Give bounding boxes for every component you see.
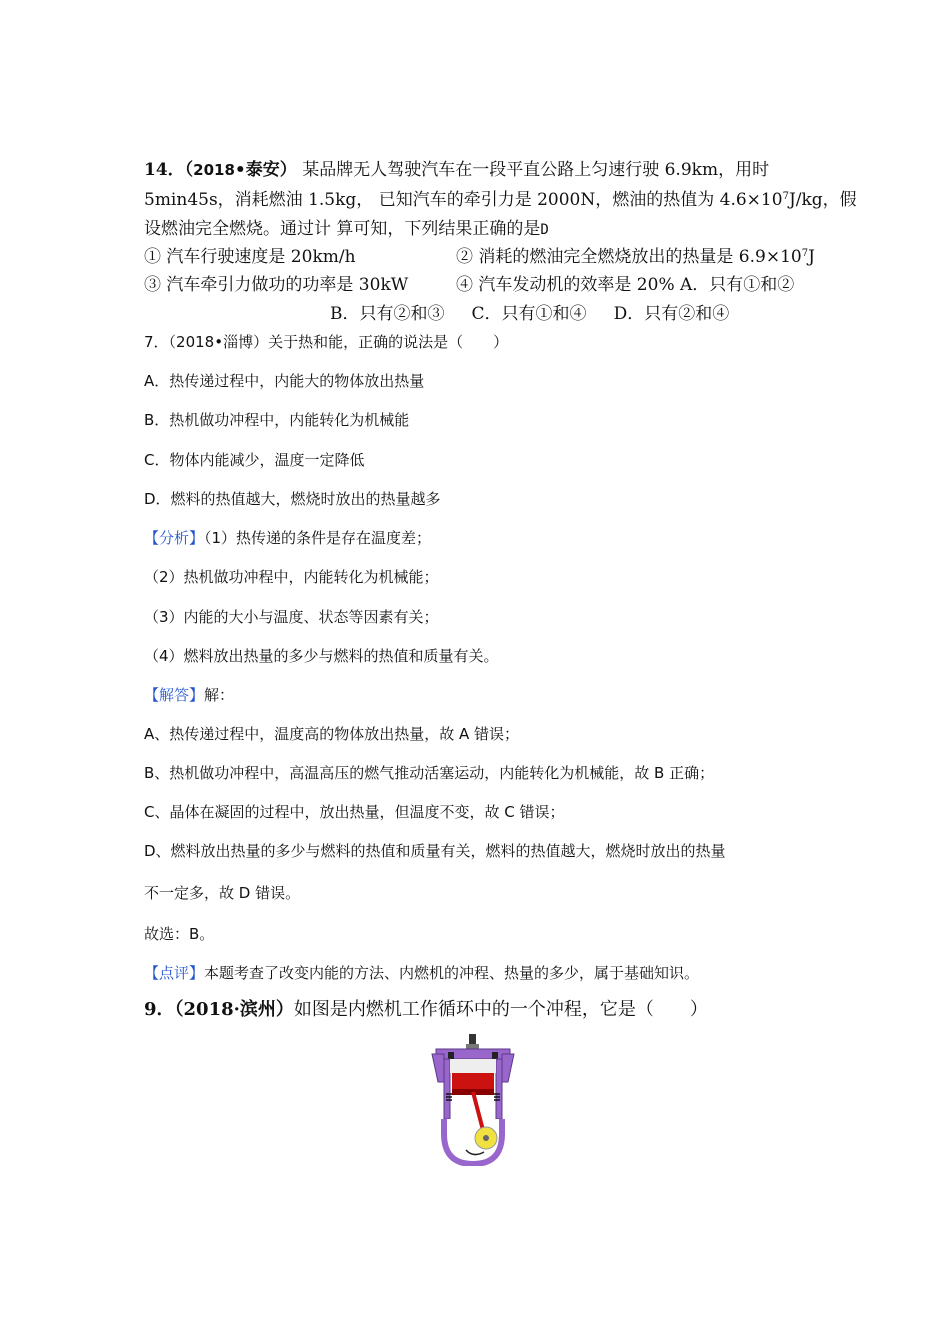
q14-choices [330,303,729,325]
question-source: （2018·滨州） [174,999,294,1020]
analysis-line-1: 【分析】（1）热传递的条件是存在温度差； [144,529,432,547]
option-4: ④ 汽车发动机的效率是 20% A．只有①和② [456,275,795,295]
answer-a: A、热传递过程中，温度高的物体放出热量，故 A 错误； [144,725,520,743]
analysis-line-4: （4）燃料放出热量的多少与燃料的热值和质量有关。 [144,647,499,665]
answer-b: B、热机做功冲程中，高温高压的燃气推动活塞运动，内能转化为机械能，故 B 正确； [144,764,715,782]
option-3: ③ 汽车牵引力做功的功率是 30kW [144,275,409,295]
choice-d: D．只有②和④ [613,304,730,324]
engine-cylinder-figure [428,1034,518,1166]
q14-options-row-2 [144,274,795,296]
q7-option-c: C．物体内能减少，温度一定降低 [144,451,365,469]
answer-tag: 【解答】 [144,686,205,704]
question-source: 2018 [193,161,235,179]
q7-option-b: B．热机做功冲程中，内能转化为机械能 [144,411,410,429]
choice-b: B．只有②和③ [330,304,445,324]
q14-line-2: 5min45s，消耗燃油 1.5kg， 已知汽车的牵引力是 2000N，燃油的热值为 $4.6\times 10^7J/kg$，假 [144,190,857,210]
answer-heading: 【解答】解： [144,686,235,704]
q7-option-a: A．热传递过程中，内能大的物体放出热量 [144,372,425,390]
q7-stem: 7．（2018•淄博）关于热和能，正确的说法是（ ） [144,333,509,351]
answer-d-2: 不一定多，故 D 错误。 [144,884,301,902]
q14-line-3: 设燃油完全燃烧。通过计 算可知，下列结果正确的是D [144,219,549,239]
analysis-line-2: （2）热机做功冲程中，内能转化为机械能； [144,568,439,586]
spark-plug-icon [469,1034,476,1044]
analysis-line-3: （3）内能的大小与温度、状态等因素有关； [144,608,439,626]
analysis-tag: 【分析】 [144,529,205,547]
piston-icon [452,1073,494,1089]
comment-line: 【点评】本题考查了改变内能的方法、内燃机的冲程、热量的多少，属于基础知识。 [144,964,700,982]
option-2: ② 消耗的燃油完全燃烧放出的热量是 $6.9\times 10^7J$ [456,247,815,267]
answer-mark: D [540,222,549,238]
comment-tag: 【点评】 [144,964,205,982]
option-1: ① 汽车行驶速度是 20km/h [144,247,356,267]
answer-d-1: D、燃料放出热量的多少与燃料的热值和质量有关，燃料的热值越大，燃烧时放出的热量 [144,842,726,860]
choice-c: C．只有①和④ [471,304,587,324]
question-number: 14． [144,160,185,180]
question-number: 9． [144,999,175,1020]
q7-option-d: D．燃料的热值越大，燃烧时放出的热量越多 [144,490,441,508]
q14-line-1: 14．（2018•泰安） 某品牌无人驾驶汽车在一段平直公路上匀速行驶 6.9km，用时 [144,160,770,180]
q9-stem: 9．（2018·滨州）如图是内燃机工作循环中的一个冲程，它是（ ） [144,999,708,1020]
q14-options-row-1 [144,246,815,268]
answer-c: C、晶体在凝固的过程中，放出热量，但温度不变，故 C 错误； [144,803,565,821]
final-choice: 故选：B。 [144,925,215,943]
